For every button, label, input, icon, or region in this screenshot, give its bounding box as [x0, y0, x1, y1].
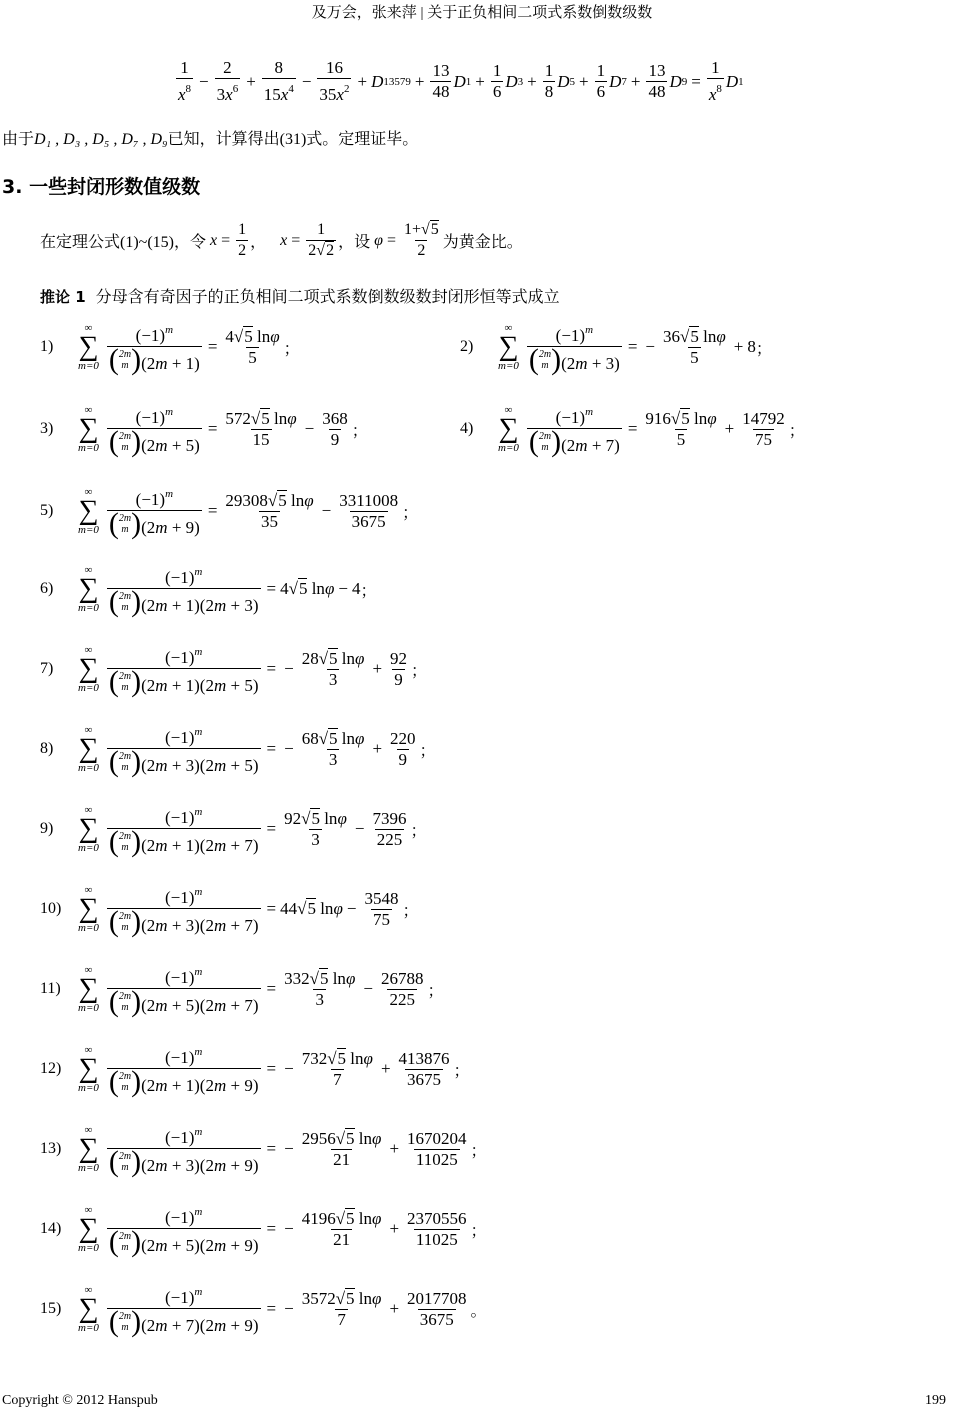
intro-equation: 1 $x^8$ − $\frac{2}{3x^6}$ + $\frac{8}{15x^4}$ − $\frac{16}{35x^2}$ + D 13579 + $\frac{13}{48}$ D 1 + $\frac{1}{6}$ D 3 + $\frac{1}{8}$ D 5 + $\frac{1}{6}$ D 7 + $\frac{13}{48}$ D 9 = $\frac{1}{x^8}$ D 1	[178, 58, 744, 104]
formula-6: 6) ∞ ∑ m=0 $(-1)^m$ ( 2m m ) (2m + 1)(2m + 3) = 4√5 lnφ − 4 ；	[40, 564, 377, 618]
formula-13: 13) ∞ ∑ m=0 $(-1)^m$ ( 2m m ) (2m + 3)(2m + 9) = − $\frac{2956√5 \ln\varphi}{21}$ + $\frac{1670204}{11025}$ ；	[40, 1124, 487, 1178]
formula-4: 4) ∞ ∑ m=0 $(-1)^m$ ( 2m m ) (2m + 7) = $\frac{916√5 \ln\varphi}{5}$ + $\frac{14792}{75}$ ；	[460, 404, 805, 458]
formula-2: 2) ∞ ∑ m=0 $(-1)^m$ ( 2m m ) (2m + 3) = − $\frac{36√5 \ln\varphi}{5}$ + 8 ；	[460, 322, 772, 376]
formula-12: 12) ∞ ∑ m=0 $(-1)^m$ ( 2m m ) (2m + 1)(2m + 9) = − $\frac{732√5 \ln\varphi}{7}$ + $\frac{413876}{3675}$ ；	[40, 1044, 470, 1098]
formula-8: 8) ∞ ∑ m=0 $(-1)^m$ ( 2m m ) (2m + 3)(2m + 5) = − $\frac{68√5 \ln\varphi}{3}$ + $\frac{220}{9}$ ；	[40, 724, 436, 778]
since-line: 由于D₁ , D₃ , D₅ , D₇ , D₉已知，计算得出(31)式。定理证毕。	[2, 131, 419, 148]
section-heading: 3. 一些封闭形数值级数	[2, 176, 201, 198]
formula-14: 14) ∞ ∑ m=0 $(-1)^m$ ( 2m m ) (2m + 5)(2m + 9) = − $\frac{4196√5 \ln\varphi}{21}$ + $\frac{2370556}{11025}$ ；	[40, 1204, 487, 1258]
formula-11: 11) ∞ ∑ m=0 $(-1)^m$ ( 2m m ) (2m + 5)(2m + 7) = $\frac{332√5 \ln\varphi}{3}$ − $\frac{26788}{225}$ ；	[40, 964, 444, 1018]
page-number: 199	[925, 1393, 946, 1408]
formula-9: 9) ∞ ∑ m=0 $(-1)^m$ ( 2m m ) (2m + 1)(2m + 7) = $\frac{92√5 \ln\varphi}{3}$ − $\frac{7396}{225}$ ；	[40, 804, 427, 858]
formula-10: 10) ∞ ∑ m=0 $(-1)^m$ ( 2m m ) (2m + 3)(2m + 7) = 44√5 lnφ − $\frac{3548}{75}$ ；	[40, 884, 419, 938]
running-header: 及万会，张来萍 | 关于正负相间二项式系数倒数级数	[311, 5, 653, 21]
formula-3: 3) ∞ ∑ m=0 $(-1)^m$ ( 2m m ) (2m + 5) = $\frac{572√5 \ln\varphi}{15}$ − $\frac{368}{9}$ ；	[40, 404, 368, 458]
formula-7: 7) ∞ ∑ m=0 $(-1)^m$ ( 2m m ) (2m + 1)(2m + 5) = − $\frac{28√5 \ln\varphi}{3}$ + $\frac{92}{9}$ ；	[40, 644, 428, 698]
setup-line: 在定理公式(1)~(15)，令 x = $\frac{1}{2}$ ， x = $\frac{1}{2√2}$ ，设 φ = $\frac{1+√5}{2}$ 为黄金比。	[40, 221, 523, 259]
formula-5: 5) ∞ ∑ m=0 $(-1)^m$ ( 2m m ) (2m + 9) = $\frac{29308√5 \ln\varphi}{35}$ − $\frac{3311008}{3675}$ ；	[40, 486, 419, 540]
formula-1: 1) ∞ ∑ m=0 $(-1)^m$ ( 2m m ) (2m + 1) = $\frac{4√5 \ln\varphi}{5}$ ；	[40, 322, 300, 376]
corollary-line: 推论 1 分母含有奇因子的正负相间二项式系数倒数级数封闭形恒等式成立	[40, 288, 560, 306]
copyright: Copyright © 2012 Hanspub	[2, 1393, 158, 1408]
formula-15: 15) ∞ ∑ m=0 $(-1)^m$ ( 2m m ) (2m + 7)(2m + 9) = − $\frac{3572√5 \ln\varphi}{7}$ + $\frac{2017708}{3675}$ 。	[40, 1284, 487, 1338]
